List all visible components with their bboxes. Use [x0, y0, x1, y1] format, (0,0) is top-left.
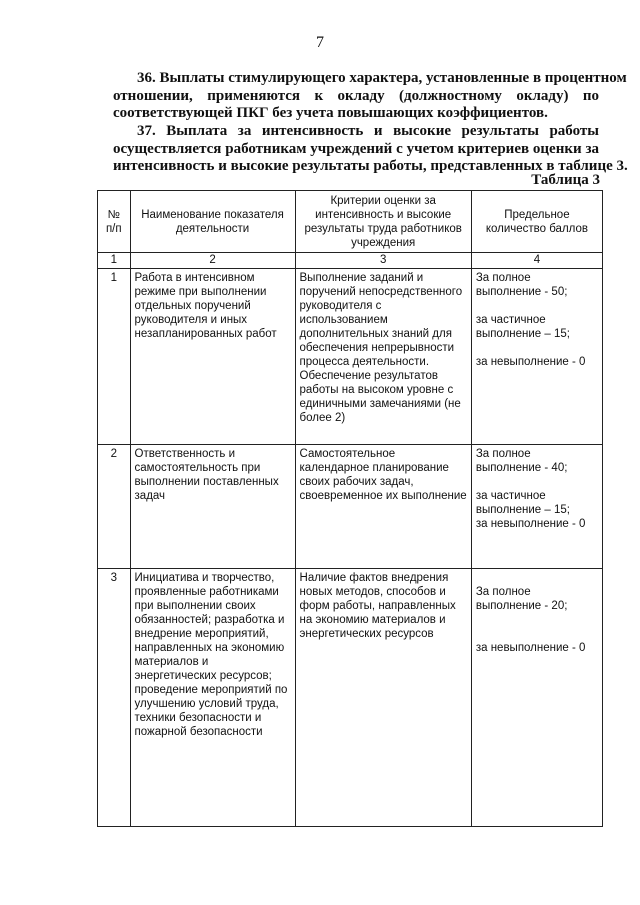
- row-scores: [471, 445, 602, 569]
- table-row: [98, 269, 603, 445]
- row-criteria: Наличие фактов внедрения новых методов, способов и форм работы, направленных на экономию материалов и энергетических ресурсов: [295, 569, 471, 827]
- row-num: 2: [98, 445, 131, 569]
- score-line: За полное выполнение - 20;: [475, 586, 568, 612]
- header-max-score: Предельное количество баллов: [471, 191, 602, 253]
- score-line: за невыполнение - 0: [475, 356, 586, 368]
- score-line: За полное выполнение - 40;: [475, 448, 568, 474]
- paragraph-37: [113, 123, 628, 176]
- paragraph-line: отношении, применяются к окладу (должностному окладу) по: [113, 87, 599, 104]
- paragraph-line: 37. Выплата за интенсивность и высокие результаты работы: [137, 123, 599, 139]
- table-row: [98, 569, 603, 827]
- row-scores: [471, 269, 602, 445]
- paragraph-line: интенсивность и высокие результаты работы, представленных в таблице 3.: [113, 158, 628, 174]
- row-num: 3: [98, 569, 131, 827]
- table-row: [98, 445, 603, 569]
- row-criteria: Выполнение заданий и поручений непосредственного руководителя с использованием дополнительных знаний для обеспечения непрерывности процесса деятельности. Обеспечение результатов работы на высоком уровне с единичными замечаниями (не более 2): [295, 269, 471, 445]
- row-indicator: Работа в интенсивном режиме при выполнении отдельных поручений руководителя и иных незапланированных работ: [130, 269, 295, 445]
- criteria-table: [97, 190, 603, 827]
- page-number: 7: [316, 34, 324, 51]
- table-caption: Таблица 3: [531, 172, 600, 188]
- paragraph-line: соответствующей ПКГ без учета повышающих коэффициентов.: [113, 105, 548, 121]
- row-scores: [471, 569, 602, 827]
- column-number: 2: [130, 253, 295, 269]
- paragraph-line: осуществляется работникам учреждений с учетом критериев оценки за: [113, 140, 599, 157]
- column-number-row: [98, 253, 603, 269]
- score-line: за невыполнение - 0: [475, 642, 586, 654]
- row-criteria: Самостоятельное календарное планирование своих рабочих задач, своевременное их выполнение: [295, 445, 471, 569]
- column-number: 4: [471, 253, 602, 269]
- column-number: 3: [295, 253, 471, 269]
- paragraph-line: 36. Выплаты стимулирующего характера, установленные в процентном: [137, 70, 627, 86]
- row-indicator: Ответственность и самостоятельность при выполнении поставленных задач: [130, 445, 295, 569]
- score-line: за частичное выполнение – 15;: [475, 490, 570, 516]
- row-num: 1: [98, 269, 131, 445]
- score-line: За полное выполнение - 50;: [475, 272, 568, 298]
- header-indicator: Наименование показателя деятельности: [130, 191, 295, 253]
- column-number: 1: [98, 253, 131, 269]
- score-line: за частичное выполнение – 15;: [475, 314, 570, 340]
- table-header-row: [98, 191, 603, 253]
- row-indicator: Инициатива и творчество, проявленные работниками при выполнении своих обязанностей; разработка и внедрение мероприятий, направленных на экономию материалов и энергетических ресурсов; проведение мероприятий по улучшению условий труда, техники безопасности и пожарной безопасности: [130, 569, 295, 827]
- header-num: № п/п: [98, 191, 131, 253]
- header-criteria: Критерии оценки за интенсивность и высокие результаты труда работников учреждения: [295, 191, 471, 253]
- score-line: за невыполнение - 0: [475, 518, 586, 530]
- paragraph-36: [113, 70, 627, 123]
